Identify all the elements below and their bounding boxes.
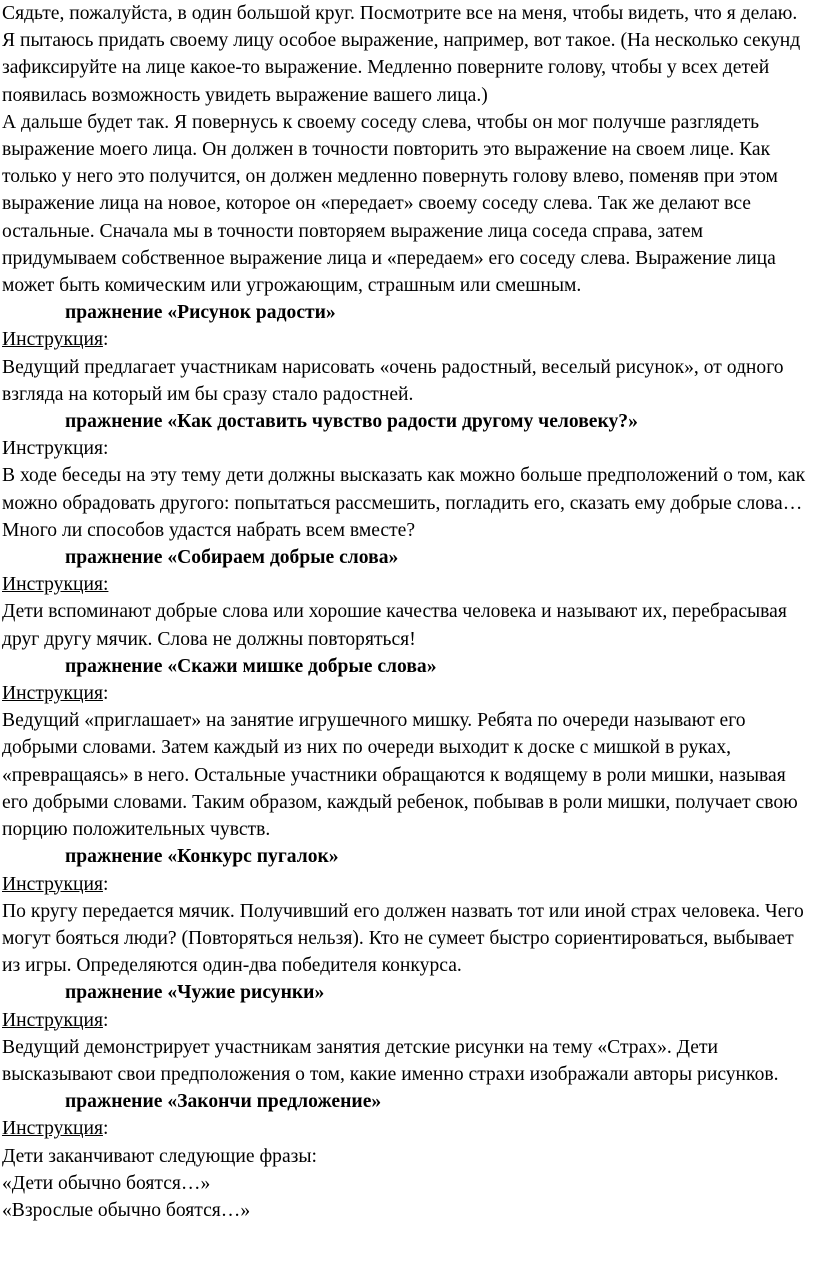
exercise-heading: пражнение «Как доставить чувство радости другому человеку?» bbox=[65, 411, 638, 433]
instruction-label: Инструкция bbox=[2, 683, 103, 705]
exercise-7 bbox=[2, 1088, 810, 1224]
instruction-line bbox=[2, 680, 810, 707]
instruction-colon: : bbox=[102, 329, 109, 351]
exercise-heading: пражнение «Чужие рисунки» bbox=[65, 982, 325, 1004]
exercise-text: Ведущий предлагает участникам нарисовать «очень радостный, веселый рисунок», от одного взгляда на который им бы сразу стало радостней. bbox=[2, 356, 784, 405]
exercise-text: «Взрослые обычно боятся…» bbox=[2, 1199, 251, 1221]
exercise-text: Ведущий демонстрирует участникам занятия детские рисунки на тему «Страх». Дети высказывают свои предположения о том, какие именно страхи изображали авторы рисунков. bbox=[2, 1036, 779, 1085]
intro-paragraph-1: Сядьте, пожалуйста, в один большой круг. Посмотрите все на меня, чтобы видеть, что я делаю. Я пытаюсь придать своему лицу особое выражение, например, вот такое. (На несколько секунд зафиксируйте на лице какое-то выражение. Медленно поверните голову, чтобы у всех детей появилась возможность увидеть выражение вашего лица.) bbox=[2, 3, 801, 106]
exercise-heading: пражнение «Скажи мишке добрые слова» bbox=[65, 655, 437, 677]
exercise-6 bbox=[2, 979, 810, 1088]
instruction-label: Инструкция bbox=[2, 329, 103, 351]
instruction-colon: : bbox=[102, 1009, 109, 1031]
exercise-2 bbox=[2, 408, 810, 544]
instruction-colon: : bbox=[102, 873, 109, 895]
instruction-colon: : bbox=[102, 1118, 109, 1140]
instruction-line bbox=[2, 571, 810, 598]
exercise-text: По кругу передается мячик. Получивший его должен назвать тот или иной страх человека. Чего могут бояться люди? (Повторяться нельзя). Кто не сумеет быстро сориентироваться, выбывает из игры. Определяются один-два победителя конкурса. bbox=[2, 900, 804, 977]
exercise-4 bbox=[2, 653, 810, 843]
instruction-line bbox=[2, 326, 810, 353]
instruction-label: Инструкция bbox=[2, 1009, 103, 1031]
exercise-text: Дети вспоминают добрые слова или хорошие качества человека и называют их, перебрасывая друг другу мячик. Слова не должны повторяться! bbox=[2, 601, 787, 650]
instruction-label: Инструкция bbox=[2, 873, 103, 895]
exercise-heading: пражнение «Закончи предложение» bbox=[65, 1091, 382, 1113]
intro-paragraph-2: А дальше будет так. Я повернусь к своему соседу слева, чтобы он мог получше разглядеть выражение моего лица. Он должен в точности повторить это выражение на своем лице. Как только у него это получится, он должен медленно повернуть голову влево, поменяв при этом выражение лица на новое, которое он «передает» своему соседу слева. Так же делают все остальные. Сначала мы в точности повторяем выражение лица соседа справа, затем придумываем собственное выражение лица и «передаем» его соседу слева. Выражение лица может быть комическим или угрожающим, страшным или смешным. bbox=[2, 111, 778, 297]
instruction-line bbox=[2, 435, 810, 462]
instruction-line bbox=[2, 1115, 810, 1142]
instruction-label: Инструкция bbox=[2, 1118, 103, 1140]
exercise-3 bbox=[2, 544, 810, 653]
instruction-label: Инструкция: bbox=[2, 574, 109, 596]
exercise-text: «Дети обычно боятся…» bbox=[2, 1172, 211, 1194]
exercise-heading: пражнение «Собираем добрые слова» bbox=[65, 547, 399, 569]
exercise-heading: пражнение «Конкурс пугалок» bbox=[65, 846, 339, 868]
exercise-1 bbox=[2, 299, 810, 408]
instruction-line bbox=[2, 1007, 810, 1034]
instruction-colon: : bbox=[102, 683, 109, 705]
exercise-text: Ведущий «приглашает» на занятие игрушечного мишку. Ребята по очереди называют его добрыми словами. Затем каждый из них по очереди выходит к доске с мишкой в руках, «превращаясь» в него. Остальные участники обращаются к водящему в роли мишки, называя его добрыми словами. Таким образом, каждый ребенок, побывав в роли мишки, получает свою порцию положительных чувств. bbox=[2, 710, 798, 841]
exercise-5 bbox=[2, 843, 810, 979]
instruction-label: Инструкция: bbox=[2, 438, 109, 460]
exercise-heading: пражнение «Рисунок радости» bbox=[65, 302, 336, 324]
instruction-line bbox=[2, 871, 810, 898]
exercise-text: В ходе беседы на эту тему дети должны высказать как можно больше предположений о том, как можно обрадовать другого: попытаться рассмешить, погладить его, сказать ему добрые слова… Много ли способов удастся набрать всем вместе? bbox=[2, 465, 806, 541]
exercise-text: Дети заканчивают следующие фразы: bbox=[2, 1145, 317, 1167]
